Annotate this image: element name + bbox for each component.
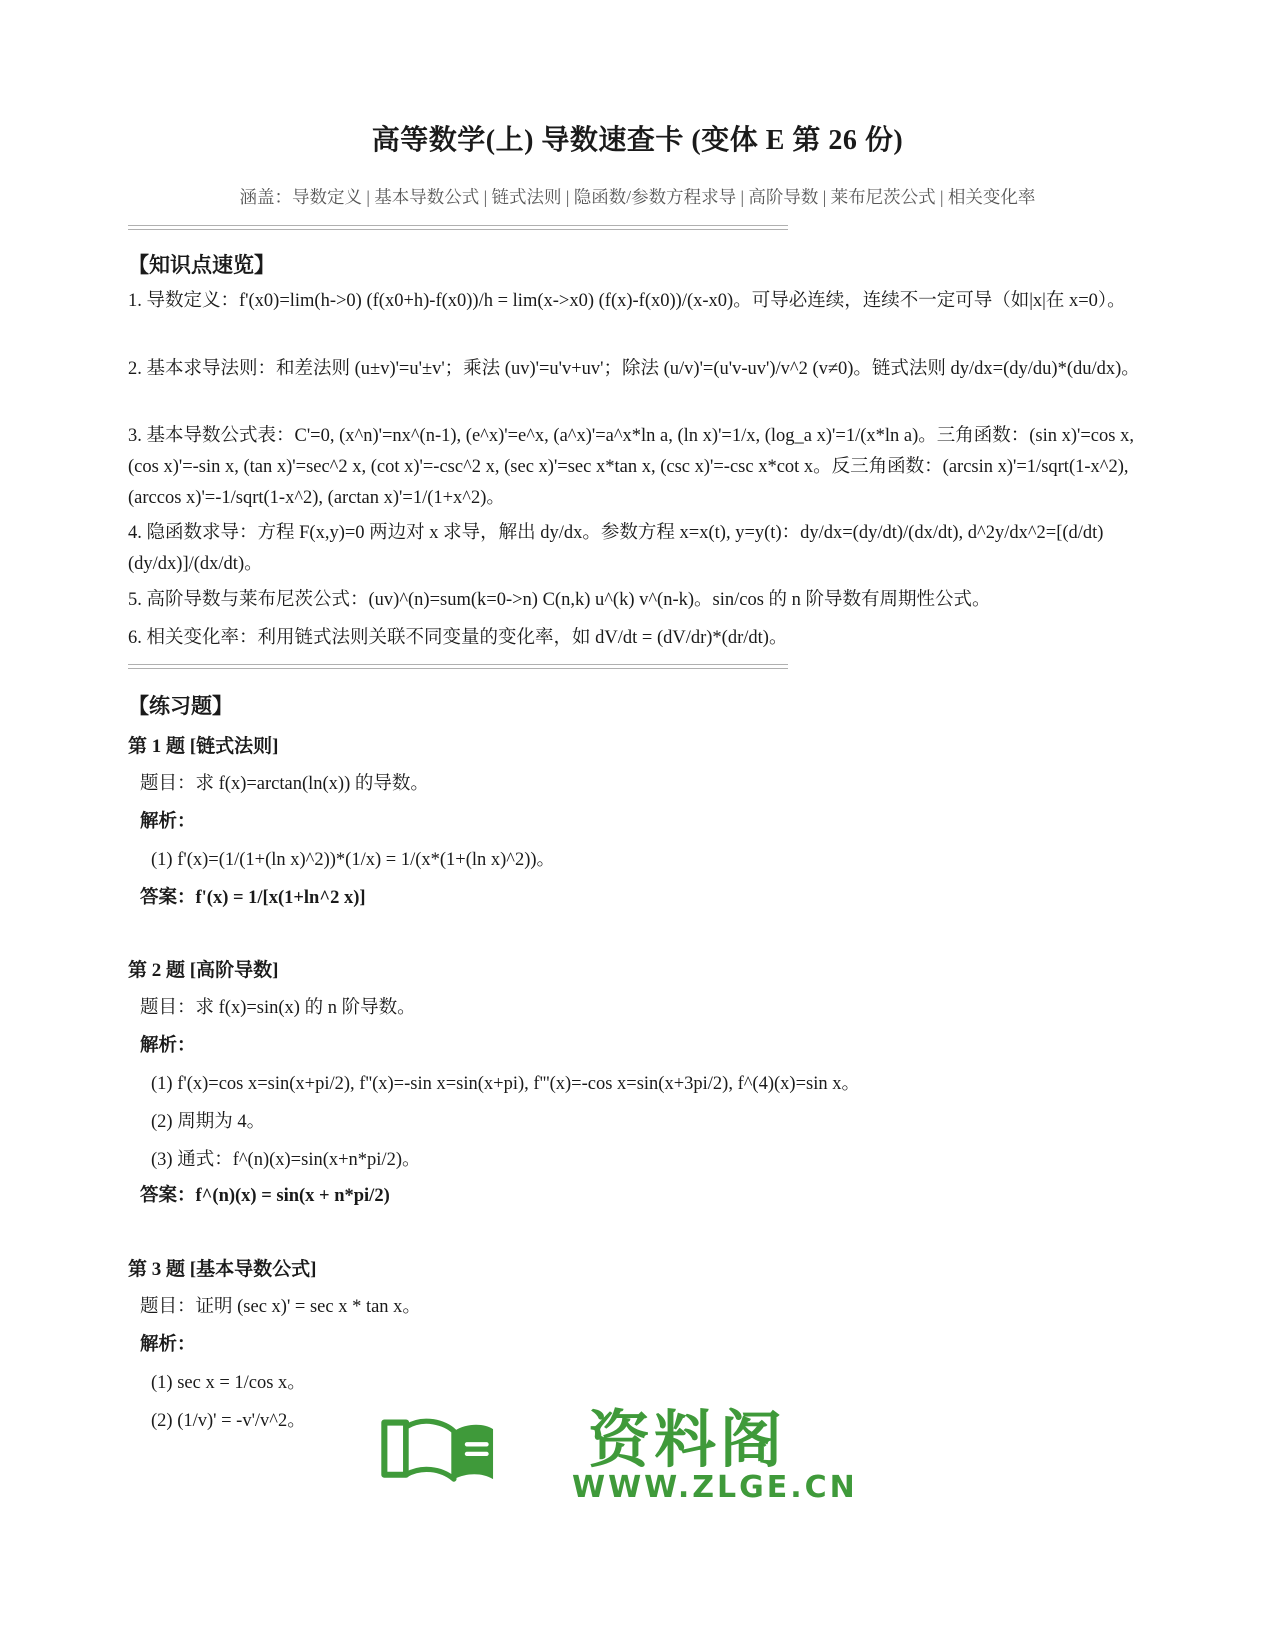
question-title: 第 1 题 [链式法则] [128,736,279,757]
question-text: 题目：求 f(x)=arctan(ln(x)) 的导数。 [140,774,429,794]
section-heading-practice: 【练习题】 [128,694,233,718]
page-subtitle: 涵盖：导数定义 | 基本导数公式 | 链式法则 | 隐函数/参数方程求导 | 高阶导数 | 莱布尼茨公式 | 相关变化率 [239,187,1036,207]
divider [128,663,788,670]
knowledge-item-3: 3. 基本导数公式表：C'=0, (x^n)'=nx^(n-1), (e^x)'=e^x, (a^x)'=a^x*ln a, (ln x)'=1/x, (log_a x)'=1/(x*ln a)。三角函数：(sin x)'=cos x, (cos x)'=-sin x, (tan x)'=sec^2 x, (cot x)'=-csc^2 x, (sec x)'=sec x*tan x, (csc x)'=-csc x*cot x。反三角函数：(arcsin x)'=1/sqrt(1-x^2), (arccos x)'=-1/sqrt(1-x^2), (arctan x)'=1/(1+x^2)。 [128,426,1134,508]
question-text: 题目：证明 (sec x)' = sec x * tan x。 [140,1297,421,1317]
solution-label: 解析： [140,812,196,832]
knowledge-item-1: 1. 导数定义：f'(x0)=lim(h->0) (f(x0+h)-f(x0))/h = lim(x->x0) (f(x)-f(x0))/(x-x0)。可导必连续，连续不一定可导（如|x|在 x=0）。 [128,291,1126,311]
section-heading-knowledge: 【知识点速览】 [128,253,275,277]
answer-line: 答案：f'(x) = 1/[x(1+ln^2 x)] [140,888,366,908]
watermark-name: 资料阁 [588,1403,787,1476]
knowledge-item-5: 5. 高阶导数与莱布尼茨公式：(uv)^(n)=sum(k=0->n) C(n,k) u^(k) v^(n-k)。sin/cos 的 n 阶导数有周期性公式。 [128,590,991,610]
solution-label: 解析： [140,1335,196,1355]
knowledge-item-6: 6. 相关变化率：利用链式法则关联不同变量的变化率，如 dV/dt = (dV/dr)*(dr/dt)。 [128,628,788,648]
solution-step: (1) f'(x)=cos x=sin(x+pi/2), f''(x)=-sin x=sin(x+pi), f'''(x)=-cos x=sin(x+3pi/2), f^(4)(x)=sin x。 [151,1074,860,1094]
book-logo-icon [380,1378,580,1528]
solution-step: (2) 周期为 4。 [151,1112,266,1132]
knowledge-item-4: 4. 隐函数求导：方程 F(x,y)=0 两边对 x 求导，解出 dy/dx。参数方程 x=x(t), y=y(t)：dy/dx=(dy/dt)/(dx/dt), d^2y/dx^2=[(d/dt)(dy/dx)]/(dx/dt)。 [128,523,1104,574]
knowledge-item-2: 2. 基本求导法则：和差法则 (u±v)'=u'±v'；乘法 (uv)'=u'v+uv'；除法 (u/v)'=(u'v-uv')/v^2 (v≠0)。链式法则 dy/dx=(dy/du)*(du/dx)。 [128,359,1140,379]
watermark-url: WWW.ZLGE.CN [572,1470,858,1505]
question-text: 题目：求 f(x)=sin(x) 的 n 阶导数。 [140,998,416,1018]
question-title: 第 2 题 [高阶导数] [128,960,279,981]
page-title: 高等数学(上) 导数速查卡 (变体 E 第 26 份) [371,125,904,156]
solution-label: 解析： [140,1036,196,1056]
solution-step: (3) 通式：f^(n)(x)=sin(x+n*pi/2)。 [151,1150,421,1170]
solution-step: (1) f'(x)=(1/(1+(ln x)^2))*(1/x) = 1/(x*(1+(ln x)^2))。 [151,850,556,870]
question-title: 第 3 题 [基本导数公式] [128,1259,317,1280]
solution-step: (1) sec x = 1/cos x。 [151,1373,306,1393]
answer-line: 答案：f^(n)(x) = sin(x + n*pi/2) [140,1186,390,1206]
divider [128,224,788,231]
solution-step: (2) (1/v)' = -v'/v^2。 [151,1411,306,1431]
